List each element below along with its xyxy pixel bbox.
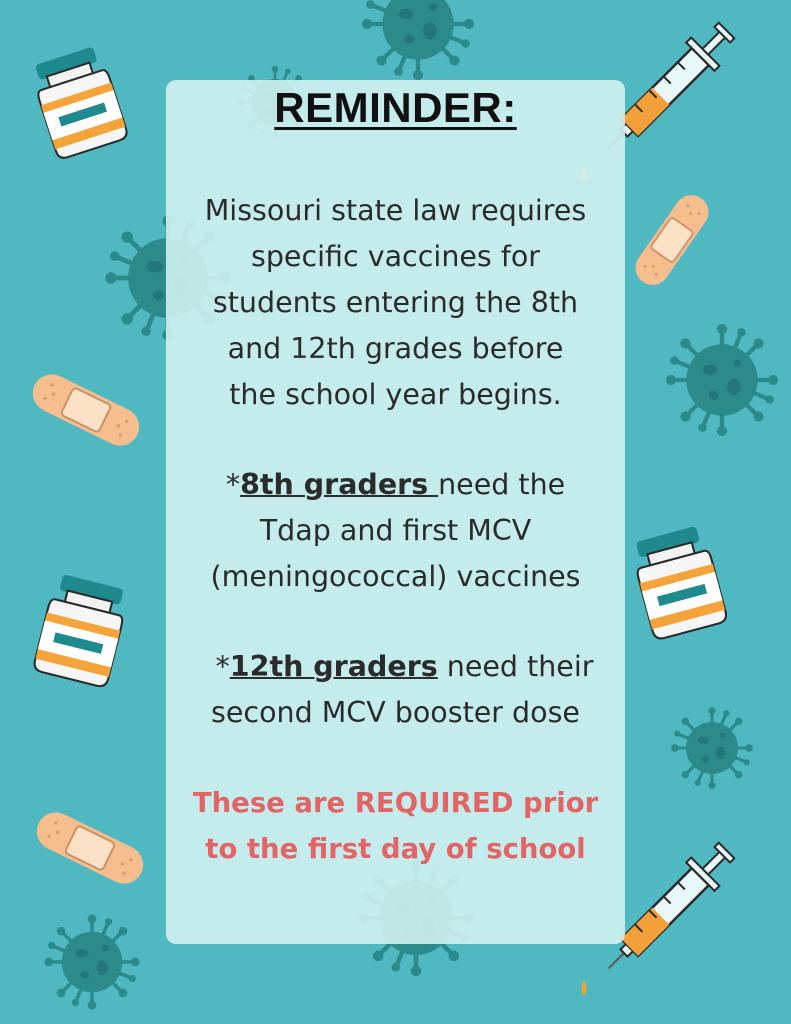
intro-line: Missouri state law requires bbox=[204, 194, 587, 227]
required-line: to the first day of school bbox=[205, 833, 586, 865]
bullet-prefix: * bbox=[225, 468, 241, 501]
eighth-grade-requirement bbox=[166, 462, 625, 600]
eighth-rest: need the bbox=[438, 468, 566, 501]
intro-line: specific vaccines for bbox=[250, 240, 541, 273]
twelfth-line-2: second MCV booster dose bbox=[211, 696, 580, 729]
eighth-line-2: Tdap and first MCV bbox=[259, 514, 532, 547]
intro-line: the school year begins. bbox=[229, 378, 562, 411]
twelfth-rest: need their bbox=[437, 650, 594, 683]
required-notice bbox=[166, 780, 625, 872]
reminder-title: REMINDER: bbox=[274, 84, 517, 131]
required-line: These are REQUIRED prior bbox=[192, 787, 599, 819]
intro-line: students entering the 8th bbox=[212, 286, 579, 319]
twelfth-graders-label: 12th graders bbox=[229, 650, 438, 683]
twelfth-grade-requirement bbox=[166, 644, 625, 736]
intro-line: and 12th grades before bbox=[227, 332, 564, 365]
eighth-graders-label: 8th graders bbox=[240, 468, 439, 501]
eighth-line-3: (meningococcal) vaccines bbox=[210, 560, 581, 593]
intro-paragraph bbox=[166, 188, 625, 418]
bullet-prefix: * bbox=[215, 650, 230, 683]
twelfth-line-1 bbox=[166, 644, 625, 690]
eighth-line-1 bbox=[166, 462, 625, 508]
